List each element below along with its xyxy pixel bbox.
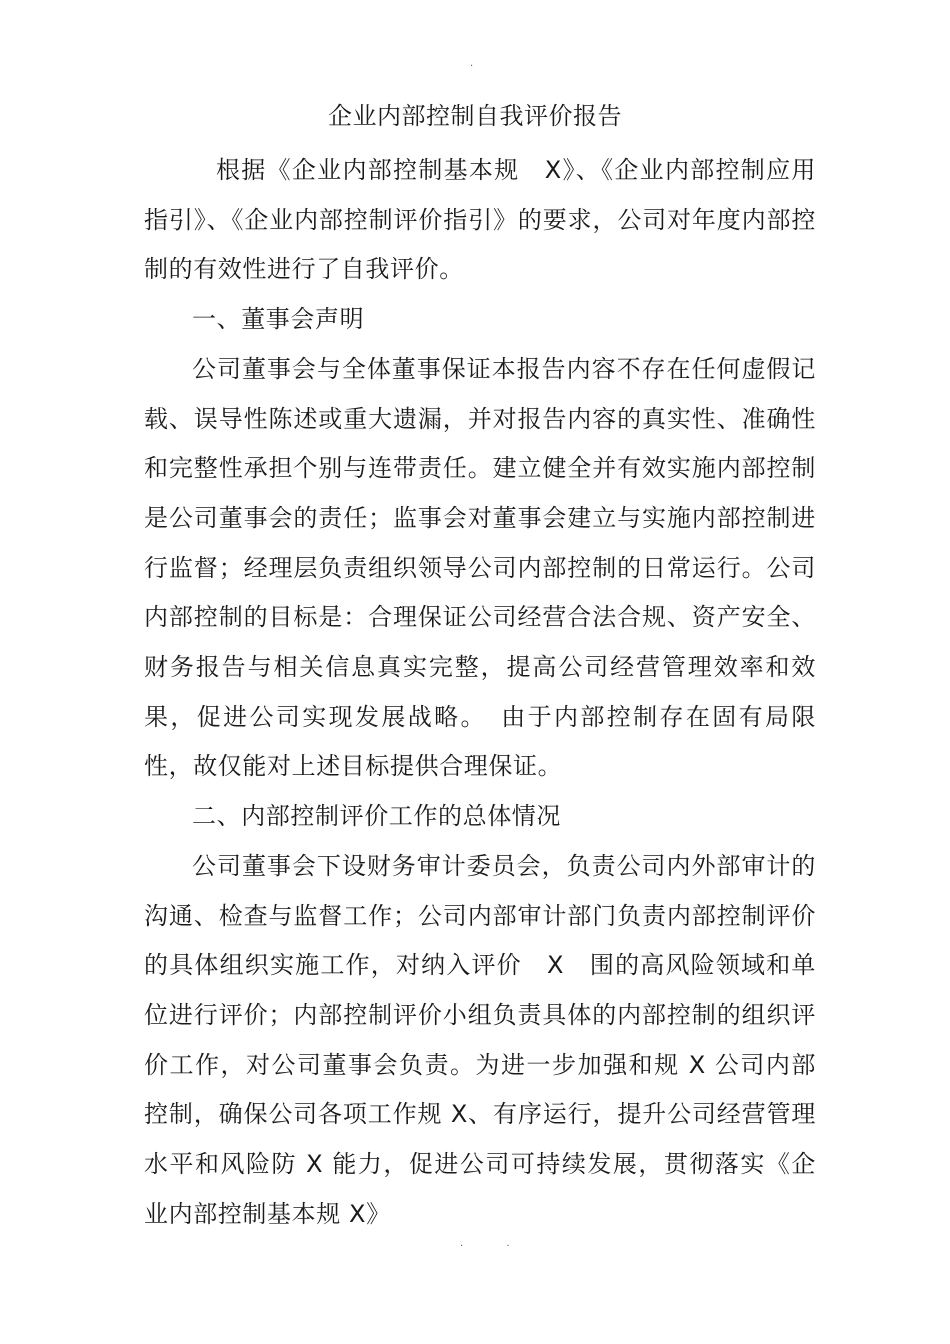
- document-body: [144, 146, 816, 1239]
- document-title: 企业内部控制自我评价报告: [328, 102, 622, 130]
- board-statement-paragraph: 公司董事会与全体董事保证本报告内容不存在任何虚假记载、误导性陈述或重大遗漏，并对报告内容的真实性、准确性和完整性承担个别与连带责任。建立健全并有效实施内部控制是公司董事会的责任；监事会对董事会建立与实施内部控制进行监督；经理层负责组织领导公司内部控制的日常运行。公司内部控制的目标是：合理保证公司经营合法合规、资产安全、财务报告与相关信息真实完整，提高公司经营管理效率和效果，促进公司实现发展战略。 由于内部控制存在固有局限性，故仅能对上述目标提供合理保证。: [144, 354, 816, 781]
- section-heading-evaluation-overview: 二、内部控制评价工作的总体情况: [192, 802, 561, 831]
- section-heading-board-statement: 一、董事会声明: [192, 305, 365, 334]
- footer-dots: . .: [460, 1238, 530, 1249]
- header-dot: .: [470, 58, 474, 69]
- intro-paragraph: 根据《企业内部控制基本规 X》、《企业内部控制应用指引》、《企业内部控制评价指引》的要求，公司对年度内部控制的有效性进行了自我评价。: [144, 156, 816, 284]
- evaluation-overview-paragraph: 公司董事会下设财务审计委员会，负责公司内外部审计的沟通、检查与监督工作；公司内部审计部门负责内部控制评价的具体组织实施工作，对纳入评价 X 围的高风险领域和单位进行评价；内部控制评价小组负责具体的内部控制的组织评价工作，对公司董事会负责。为进一步加强和规 X 公司内部控制，确保公司各项工作规 X、有序运行，提升公司经营管理水平和风险防 X 能力，促进公司可持续发展，贯彻落实《企业内部控制基本规 X》: [144, 851, 816, 1228]
